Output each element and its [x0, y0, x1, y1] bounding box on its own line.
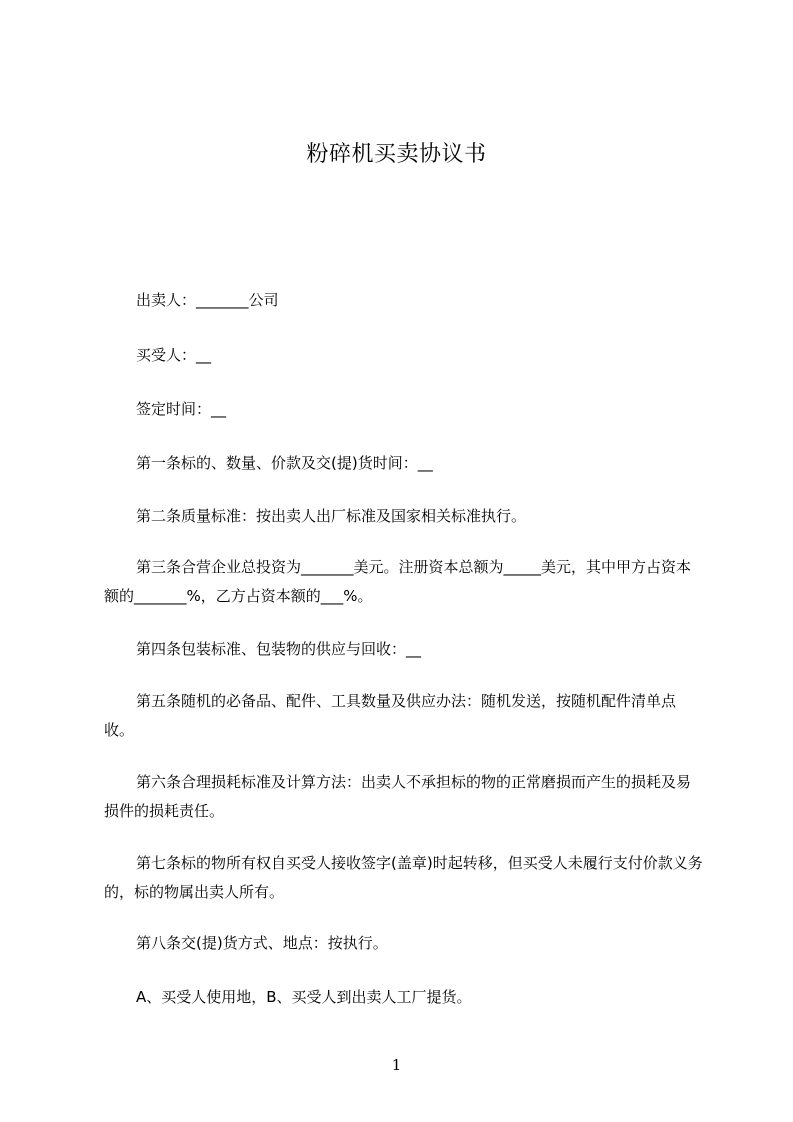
paragraph-sign-date: 签定时间：__ — [136, 400, 227, 418]
paragraph-article-3: 第三条合营企业总投资为_______美元。注册资本总额为_____美元，其中甲方占资本额的_______%，乙方占资本额的___%。 — [104, 558, 692, 605]
paragraph-article-8: 第八条交(提)货方式、地点：按执行。 — [136, 934, 388, 952]
document-title: 粉碎机买卖协议书 — [306, 142, 487, 167]
paragraph-article-6: 第六条合理损耗标准及计算方法：出卖人不承担标的物的正常磨损而产生的损耗及易损件的损耗责任。 — [104, 773, 692, 820]
paragraph-article-1: 第一条标的、数量、价款及交(提)货时间：__ — [136, 454, 433, 472]
paragraph-article-4: 第四条包装标准、包装物的供应与回收：__ — [136, 640, 422, 658]
paragraph-article-5: 第五条随机的必备品、配件、工具数量及供应办法：随机发送，按随机配件清单点收。 — [104, 692, 677, 739]
paragraph-seller: 出卖人：_______公司 — [136, 291, 279, 309]
paragraph-buyer: 买受人：__ — [136, 346, 212, 364]
page-number: 1 — [391, 1056, 402, 1074]
paragraph-delivery-options: A、买受人使用地，B、买受人到出卖人工厂提货。 — [136, 988, 472, 1006]
paragraph-article-7: 第七条标的物所有权自买受人接收签字(盖章)时起转移，但买受人未履行支付价款义务的，标的物属出卖人所有。 — [104, 854, 703, 901]
paragraph-article-2: 第二条质量标准：按出卖人出厂标准及国家相关标准执行。 — [136, 507, 527, 525]
